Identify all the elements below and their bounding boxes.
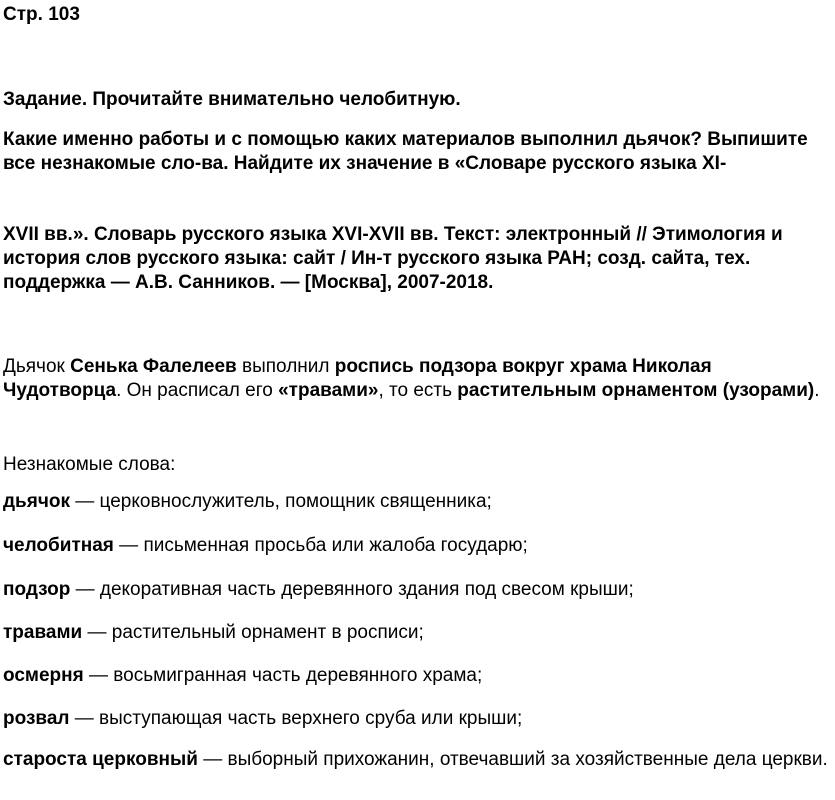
glossary-item [3, 748, 831, 772]
glossary-definition: декоративная часть деревянного здания под свесом крыши; [99, 579, 634, 600]
glossary-item [3, 621, 424, 645]
answer-name: Сенька Фалелеев [70, 356, 237, 377]
glossary-item [3, 490, 492, 514]
glossary-separator: — [75, 579, 95, 600]
page-number: Стр. 103 [3, 4, 80, 25]
glossary-term: подзор [3, 579, 71, 600]
answer-paragraph [3, 355, 831, 403]
answer-text: . [814, 380, 820, 401]
glossary-item [3, 578, 634, 602]
glossary-item [3, 534, 528, 558]
answer-travami: «травами» [278, 380, 379, 401]
task-citation: XVII вв.». Словарь русского языка XVI-XVII вв. Текст: электронный // Этимология и история слов русского языка: сайт / Ин-т русского языка РАН; созд. сайта, тех. поддержка — А.В. Санников. — [Москва], 2007-2018. [3, 224, 783, 293]
glossary-term: челобитная [3, 535, 114, 556]
unknown-words-heading: Незнакомые слова: [3, 454, 176, 475]
glossary-item [3, 664, 482, 688]
answer-text: , то есть [378, 380, 458, 401]
glossary-term: травами [3, 622, 83, 643]
task-question: Какие именно работы и с помощью каких материалов выполнил дьячок? Выпишите все незнакомые сло-ва. Найдите их значение в «Словаре русского языка XI- [3, 129, 808, 174]
glossary-separator: — [75, 491, 95, 512]
glossary-separator: — [119, 535, 139, 556]
glossary-term: розвал [3, 708, 70, 729]
glossary-term: осмерня [3, 665, 84, 686]
glossary-definition: письменная просьба или жалоба государю; [143, 535, 528, 556]
glossary-separator: — [203, 749, 223, 770]
task-title: Задание. Прочитайте внимательно челобитную. [3, 89, 461, 110]
answer-text: выполнил [236, 356, 335, 377]
glossary-separator: — [89, 665, 108, 686]
glossary-term: староста церковный [3, 749, 198, 770]
glossary-definition: церковнослужитель, помощник священника; [99, 491, 492, 512]
glossary-item [3, 707, 522, 731]
glossary-separator: — [74, 708, 94, 729]
glossary-term: дьячок [3, 491, 70, 512]
answer-work: роспись подзора вокруг храма Николая Чудотворца [3, 356, 712, 401]
glossary-definition: выборный прихожанин, отвечавший за хозяйственные дела церкви. [227, 749, 828, 770]
glossary-definition: выступающая часть верхнего сруба или крыши; [99, 708, 523, 729]
glossary-definition: восьмигранная часть деревянного храма; [113, 665, 483, 686]
answer-text: Дьячок [3, 356, 71, 377]
answer-ornament: растительным орнаментом (узорами) [457, 380, 815, 401]
answer-text: . Он расписал его [116, 380, 279, 401]
glossary-definition: растительный орнамент в росписи; [111, 622, 424, 643]
glossary-separator: — [87, 622, 107, 643]
